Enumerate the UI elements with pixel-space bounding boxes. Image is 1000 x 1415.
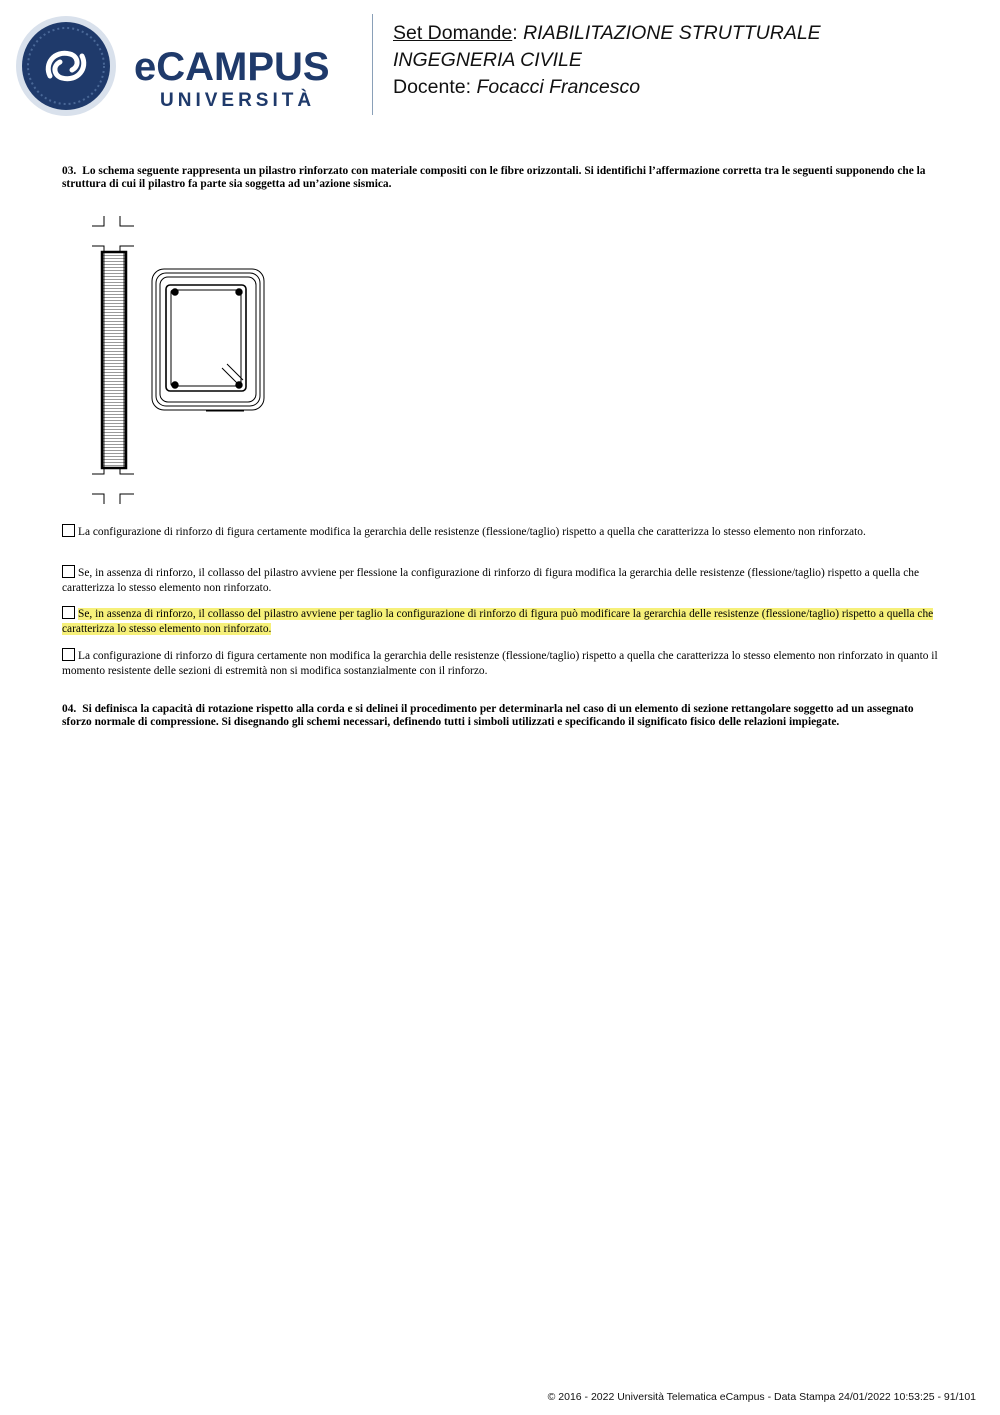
column-elevation (92, 216, 134, 504)
answer-option-1 (62, 524, 942, 540)
set-title: RIABILITAZIONE STRUTTURALE (523, 22, 821, 44)
logo-seal (22, 22, 110, 110)
question-text: Lo schema seguente rappresenta un pilastro rinforzato con materiale compositi con le fibre orizzontali. Si identifichi l’affermazione corretta tra le seguenti supponendo che la struttura di cui il pilastro fa parte sia soggetta ad un’azione sismica. (62, 165, 926, 191)
teacher-label: Docente (393, 76, 466, 98)
question-03 (62, 165, 938, 192)
answer-checkbox[interactable] (62, 606, 75, 619)
answer-option-text-highlighted: Se, in assenza di rinforzo, il collasso del pilastro avviene per taglio la configurazione di rinforzo di figura può modificare la gerarchia delle resistenze (flessione/taglio) rispetto a quella che caratterizza lo stesso elemento non rinforzato. (62, 608, 934, 635)
logo-brand-text: eCAMPUS (134, 45, 330, 89)
answer-option-2 (62, 565, 942, 596)
answer-option-text: La configurazione di rinforzo di figura certamente modifica la gerarchia delle resistenze (flessione/taglio) rispetto a quella che caratterizza lo stesso elemento non rinforzato. (78, 526, 866, 538)
answer-option-3 (62, 606, 942, 637)
question-04 (62, 703, 938, 730)
answer-option-text: Se, in assenza di rinforzo, il collasso del pilastro avviene per flessione la configurazione di rinforzo di figura modifica la gerarchia delle resistenze (flessione/taglio) rispetto a quella che caratterizza lo stesso elemento non rinforzato. (62, 567, 920, 594)
teacher-name: Focacci Francesco (476, 76, 641, 98)
course-name: INGEGNERIA CIVILE (393, 49, 582, 71)
question-text: Si definisca la capacità di rotazione rispetto alla corda e si delinei il procedimento per determinarla nel caso di un elemento di sezione rettangolare soggetto ad un assegnato sforzo normale di compressione. Si disegnando gli schemi necessari, definendo tutti i simboli utilizzati e specificando il significato fisico delle relazioni impiegate. (62, 703, 914, 729)
page-footer: © 2016 - 2022 Università Telematica eCampus - Data Stampa 24/01/2022 10:53:25 - 91/101 (547, 1391, 976, 1403)
ecampus-logo (14, 14, 359, 118)
answer-checkbox[interactable] (62, 524, 75, 537)
answer-checkbox[interactable] (62, 565, 75, 578)
header-divider (372, 14, 373, 115)
column-cross-section (152, 269, 264, 411)
question-number: 03. (62, 165, 77, 177)
column-reinforcement-figure (88, 212, 278, 508)
answer-checkbox[interactable] (62, 648, 75, 661)
logo-subtitle-text: UNIVERSITÀ (160, 90, 316, 111)
answer-option-text: La configurazione di rinforzo di figura certamente non modifica la gerarchia delle resistenze (flessione/taglio) rispetto a quella che caratterizza lo stesso elemento non rinforzato in quanto il momento resistente delle sezioni di estremità non si modifica sostanzialmente con il rinforzo. (62, 650, 938, 677)
teacher-line: Docente: Focacci Francesco (393, 76, 641, 98)
answer-option-4 (62, 648, 942, 679)
set-label: Set Domande (393, 22, 513, 44)
question-number: 04. (62, 703, 77, 715)
set-title-line: Set Domande: RIABILITAZIONE STRUTTURALE (393, 22, 821, 44)
header-info (393, 20, 821, 101)
